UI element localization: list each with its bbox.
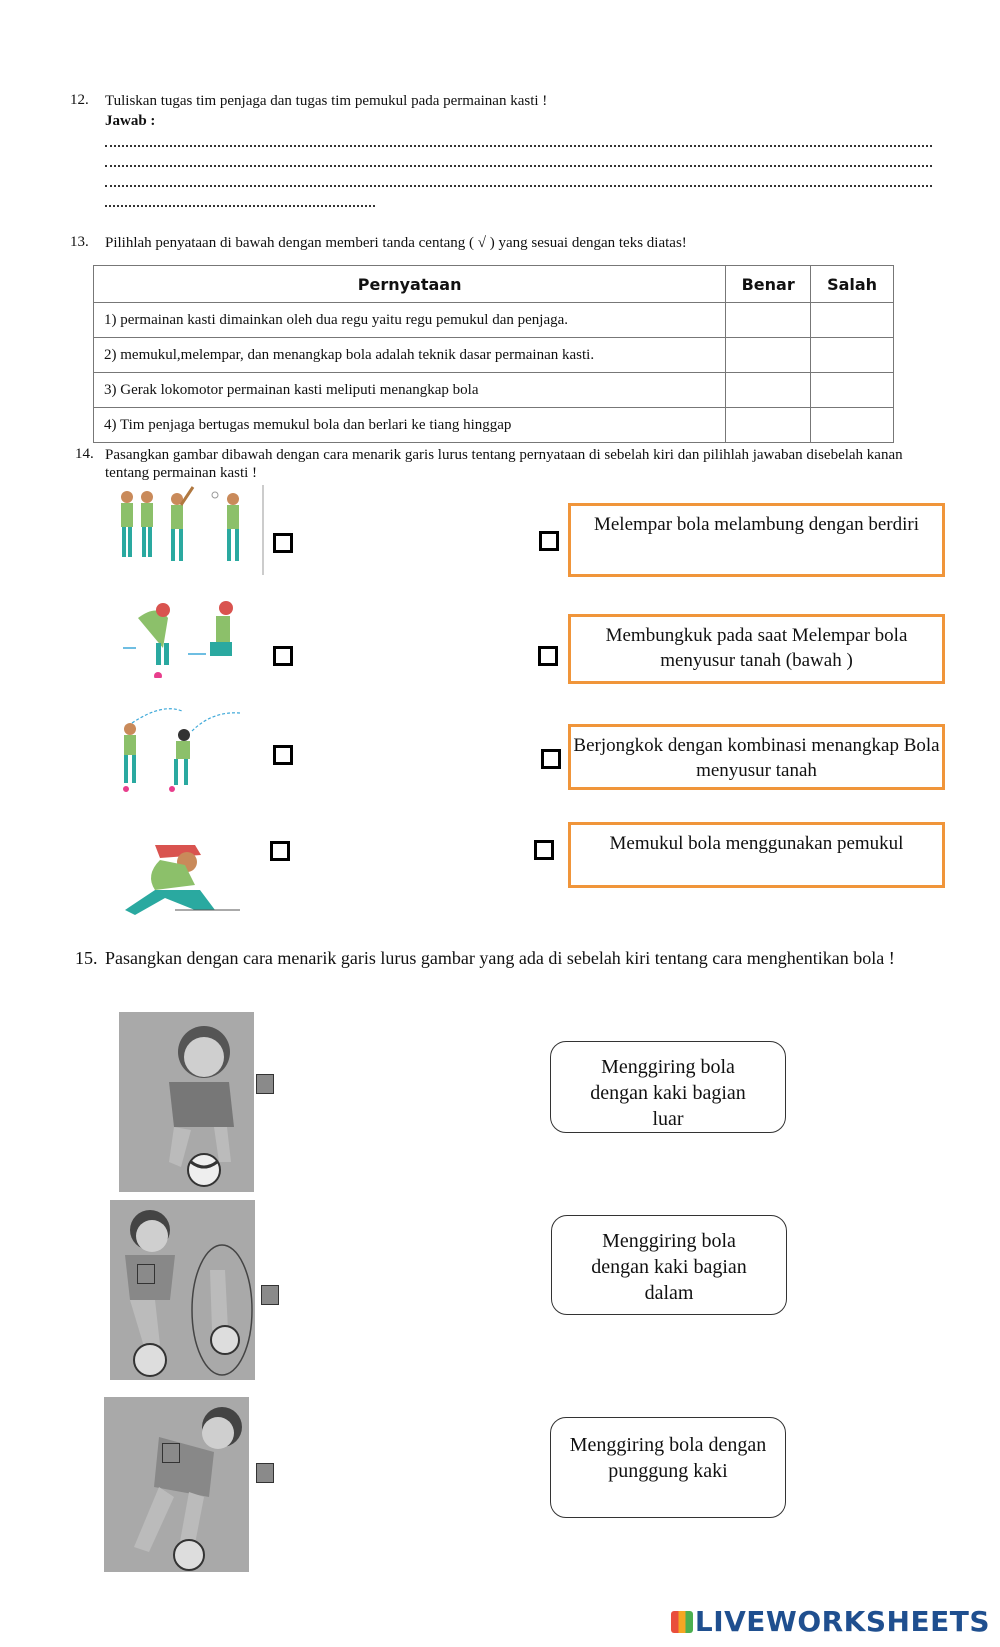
statement-table — [93, 265, 894, 443]
q15-option-1: Menggiring bola dengan kaki bagian luar — [550, 1041, 786, 1133]
q12-answer-label: Jawab : — [105, 113, 156, 129]
liveworksheets-logo — [671, 1605, 990, 1638]
answer-line-3[interactable] — [105, 171, 932, 187]
statement-row-2: 2) memukul,melempar, dan menangkap bola adalah teknik dasar permainan kasti. — [94, 338, 726, 373]
q13-number: 13. — [70, 234, 89, 250]
q15-photo-box-2[interactable] — [137, 1264, 155, 1284]
salah-cell-3[interactable] — [811, 373, 894, 408]
q14-right-checkbox-1[interactable] — [539, 531, 559, 551]
q15-option-2: Menggiring bola dengan kaki bagian dalam — [551, 1215, 787, 1315]
benar-cell-1[interactable] — [726, 303, 811, 338]
header-pernyataan: Pernyataan — [94, 266, 726, 303]
q15-text: Pasangkan dengan cara menarik garis lurus gambar yang ada di sebelah kiri tentang cara menghentikan bola ! — [105, 948, 895, 968]
q15-number: 15. — [75, 948, 98, 968]
q14-option-3: Berjongkok dengan kombinasi menangkap Bola menyusur tanah — [568, 724, 945, 790]
header-benar: Benar — [726, 266, 811, 303]
q14-left-checkbox-2[interactable] — [273, 646, 293, 666]
dribbling-photo-3 — [104, 1397, 249, 1572]
salah-cell-1[interactable] — [811, 303, 894, 338]
statement-row-3: 3) Gerak lokomotor permainan kasti meliputi menangkap bola — [94, 373, 726, 408]
salah-cell-4[interactable] — [811, 408, 894, 443]
overhead-throw-illustration — [112, 705, 252, 795]
answer-line-4[interactable] — [105, 191, 375, 207]
q14-right-checkbox-3[interactable] — [541, 749, 561, 769]
q12-text: Tuliskan tugas tim penjaga dan tugas tim pemukul pada permainan kasti ! — [105, 93, 548, 109]
dribbling-photo-2 — [110, 1200, 255, 1380]
brand-text: LIVEWORKSHEETS — [694, 1605, 990, 1638]
salah-cell-2[interactable] — [811, 338, 894, 373]
q15-photo-box-3[interactable] — [162, 1443, 180, 1463]
header-salah: Salah — [811, 266, 894, 303]
q14-right-checkbox-2[interactable] — [538, 646, 558, 666]
q15-left-box-1[interactable] — [256, 1074, 274, 1094]
q15-option-3: Menggiring bola dengan punggung kaki — [550, 1417, 786, 1518]
batting-sequence-illustration — [115, 485, 265, 575]
q14-right-checkbox-4[interactable] — [534, 840, 554, 860]
q15-left-box-3[interactable] — [256, 1463, 274, 1483]
answer-line-1[interactable] — [105, 131, 932, 147]
benar-cell-2[interactable] — [726, 338, 811, 373]
bending-throw-illustration — [118, 598, 258, 678]
q14-number: 14. — [75, 446, 94, 462]
q12-number: 12. — [70, 92, 89, 108]
q14-option-4: Memukul bola menggunakan pemukul — [568, 822, 945, 888]
benar-cell-3[interactable] — [726, 373, 811, 408]
dribbling-photo-1 — [119, 1012, 254, 1192]
q14-option-1: Melempar bola melambung dengan berdiri — [568, 503, 945, 577]
crouch-catch-illustration — [115, 840, 245, 920]
q14-left-checkbox-1[interactable] — [273, 533, 293, 553]
answer-line-2[interactable] — [105, 151, 932, 167]
q14-left-checkbox-3[interactable] — [273, 745, 293, 765]
q15-left-box-2[interactable] — [261, 1285, 279, 1305]
player-figure-icon — [121, 491, 133, 557]
statement-row-4: 4) Tim penjaga bertugas memukul bola dan berlari ke tiang hinggap — [94, 408, 726, 443]
q14-option-2: Membungkuk pada saat Melempar bola menyusur tanah (bawah ) — [568, 614, 945, 684]
logo-grid-icon — [671, 1611, 693, 1633]
q14-left-checkbox-4[interactable] — [270, 841, 290, 861]
q13-text: Pilihlah penyataan di bawah dengan memberi tanda centang ( √ ) yang sesuai dengan teks diatas! — [105, 235, 687, 251]
q14-text: Pasangkan gambar dibawah dengan cara menarik garis lurus tentang pernyataan di sebelah kiri dan pilihlah jawaban disebelah kanan tentang permainan kasti ! — [105, 447, 903, 481]
statement-row-1: 1) permainan kasti dimainkan oleh dua regu yaitu regu pemukul dan penjaga. — [94, 303, 726, 338]
benar-cell-4[interactable] — [726, 408, 811, 443]
